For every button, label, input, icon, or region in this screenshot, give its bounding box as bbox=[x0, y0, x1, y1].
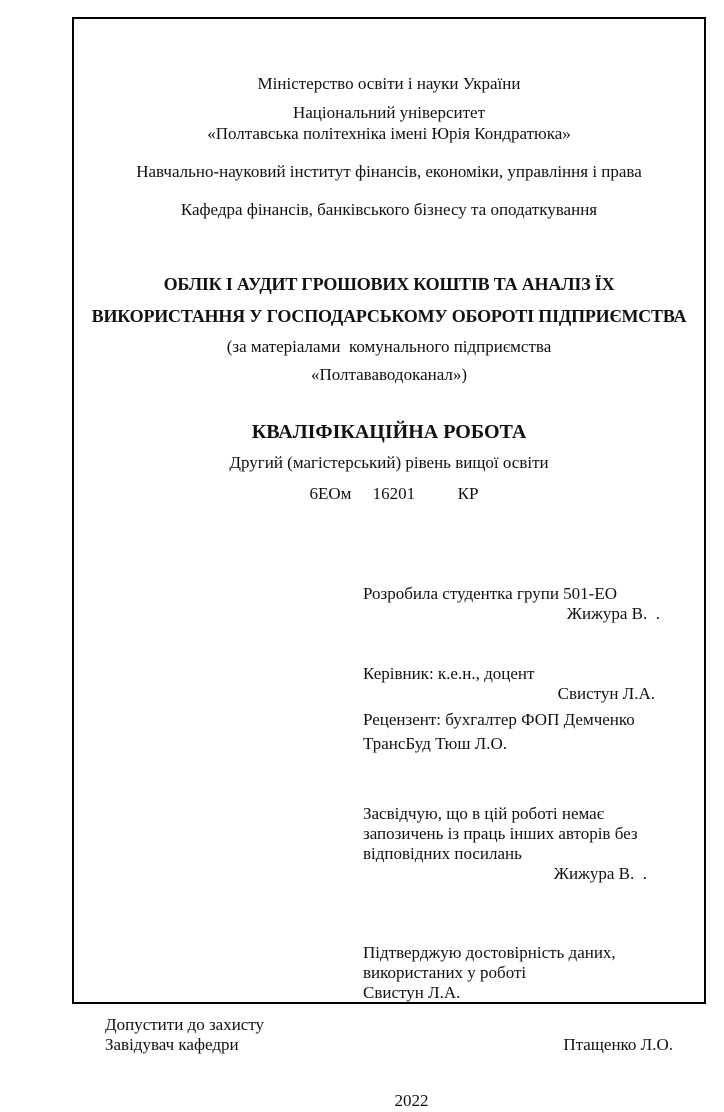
thesis-subtitle bbox=[74, 333, 704, 389]
confirmation-line2: використаних у роботі bbox=[363, 963, 527, 982]
work-code-line: 6ЕОм 16201 КР bbox=[309, 484, 479, 503]
thesis-subtitle-line1: (за матеріалами комунального підприємства bbox=[226, 337, 552, 356]
ministry-line: Міністерство освіти і науки України bbox=[257, 74, 521, 93]
thesis-subtitle-line2: «Полтававодоканал») bbox=[310, 365, 468, 384]
approval-row bbox=[105, 1035, 673, 1055]
approval-block bbox=[74, 1015, 704, 1055]
certification-signature: Жижура В. . bbox=[553, 864, 647, 883]
developed-by-line: Розробила студентка групи 501-ЕО bbox=[363, 584, 617, 603]
university-name bbox=[74, 102, 704, 144]
university-line2: «Полтавська політехніка імені Юрія Кондратюка» bbox=[207, 124, 571, 143]
work-type-heading: КВАЛІФІКАЦІЙНА РОБОТА bbox=[251, 421, 527, 443]
supervisor-paragraph bbox=[363, 624, 663, 664]
department-head-signature: Птащенко Л.О. bbox=[563, 1035, 673, 1054]
confirmation-paragraph bbox=[363, 903, 663, 943]
credits-block bbox=[363, 544, 663, 1003]
supervisor-label: Керівник: к.е.н., доцент bbox=[363, 664, 535, 683]
department-line: Кафедра фінансів, банківського бізнесу та оподаткування bbox=[180, 200, 598, 219]
certification-paragraph bbox=[363, 764, 663, 804]
confirmation-signature: Свистун Л.А. bbox=[363, 983, 461, 1002]
certification-line3: відповідних посилань bbox=[363, 844, 522, 863]
developed-by-paragraph bbox=[363, 544, 663, 584]
thesis-title-line2: ВИКОРИСТАННЯ У ГОСПОДАРСЬКОМУ ОБОРОТІ ПІДПРИЄМСТВА bbox=[91, 306, 687, 326]
institute-line: Навчально-науковий інститут фінансів, економіки, управління і права bbox=[136, 162, 642, 181]
reviewer-line2: ТрансБуд Тюш Л.О. bbox=[363, 734, 507, 753]
supervisor-signature: Свистун Л.А. bbox=[557, 684, 655, 703]
thesis-title-line1: ОБЛІК І АУДИТ ГРОШОВИХ КОШТІВ ТА АНАЛІЗ ЇХ bbox=[163, 274, 615, 294]
university-line1: Національний університет bbox=[292, 103, 486, 122]
certification-line2: запозичень із праць інших авторів без bbox=[363, 824, 638, 843]
confirmation-line1: Підтверджую достовірність даних, bbox=[363, 943, 616, 962]
education-level-line: Другий (магістерський) рівень вищої освіти bbox=[229, 453, 549, 472]
student-signature: Жижура В. . bbox=[566, 604, 660, 623]
certification-line1: Засвідчую, що в цій роботі немає bbox=[363, 804, 604, 823]
approval-line2: Завідувач кафедри bbox=[105, 1035, 239, 1054]
year-line: 2022 bbox=[394, 1091, 429, 1110]
approval-line1: Допустити до захисту bbox=[105, 1015, 265, 1034]
reviewer-line1: Рецензент: бухгалтер ФОП Демченко bbox=[363, 710, 635, 729]
page-border-frame bbox=[72, 17, 706, 1110]
thesis-title bbox=[74, 268, 704, 332]
